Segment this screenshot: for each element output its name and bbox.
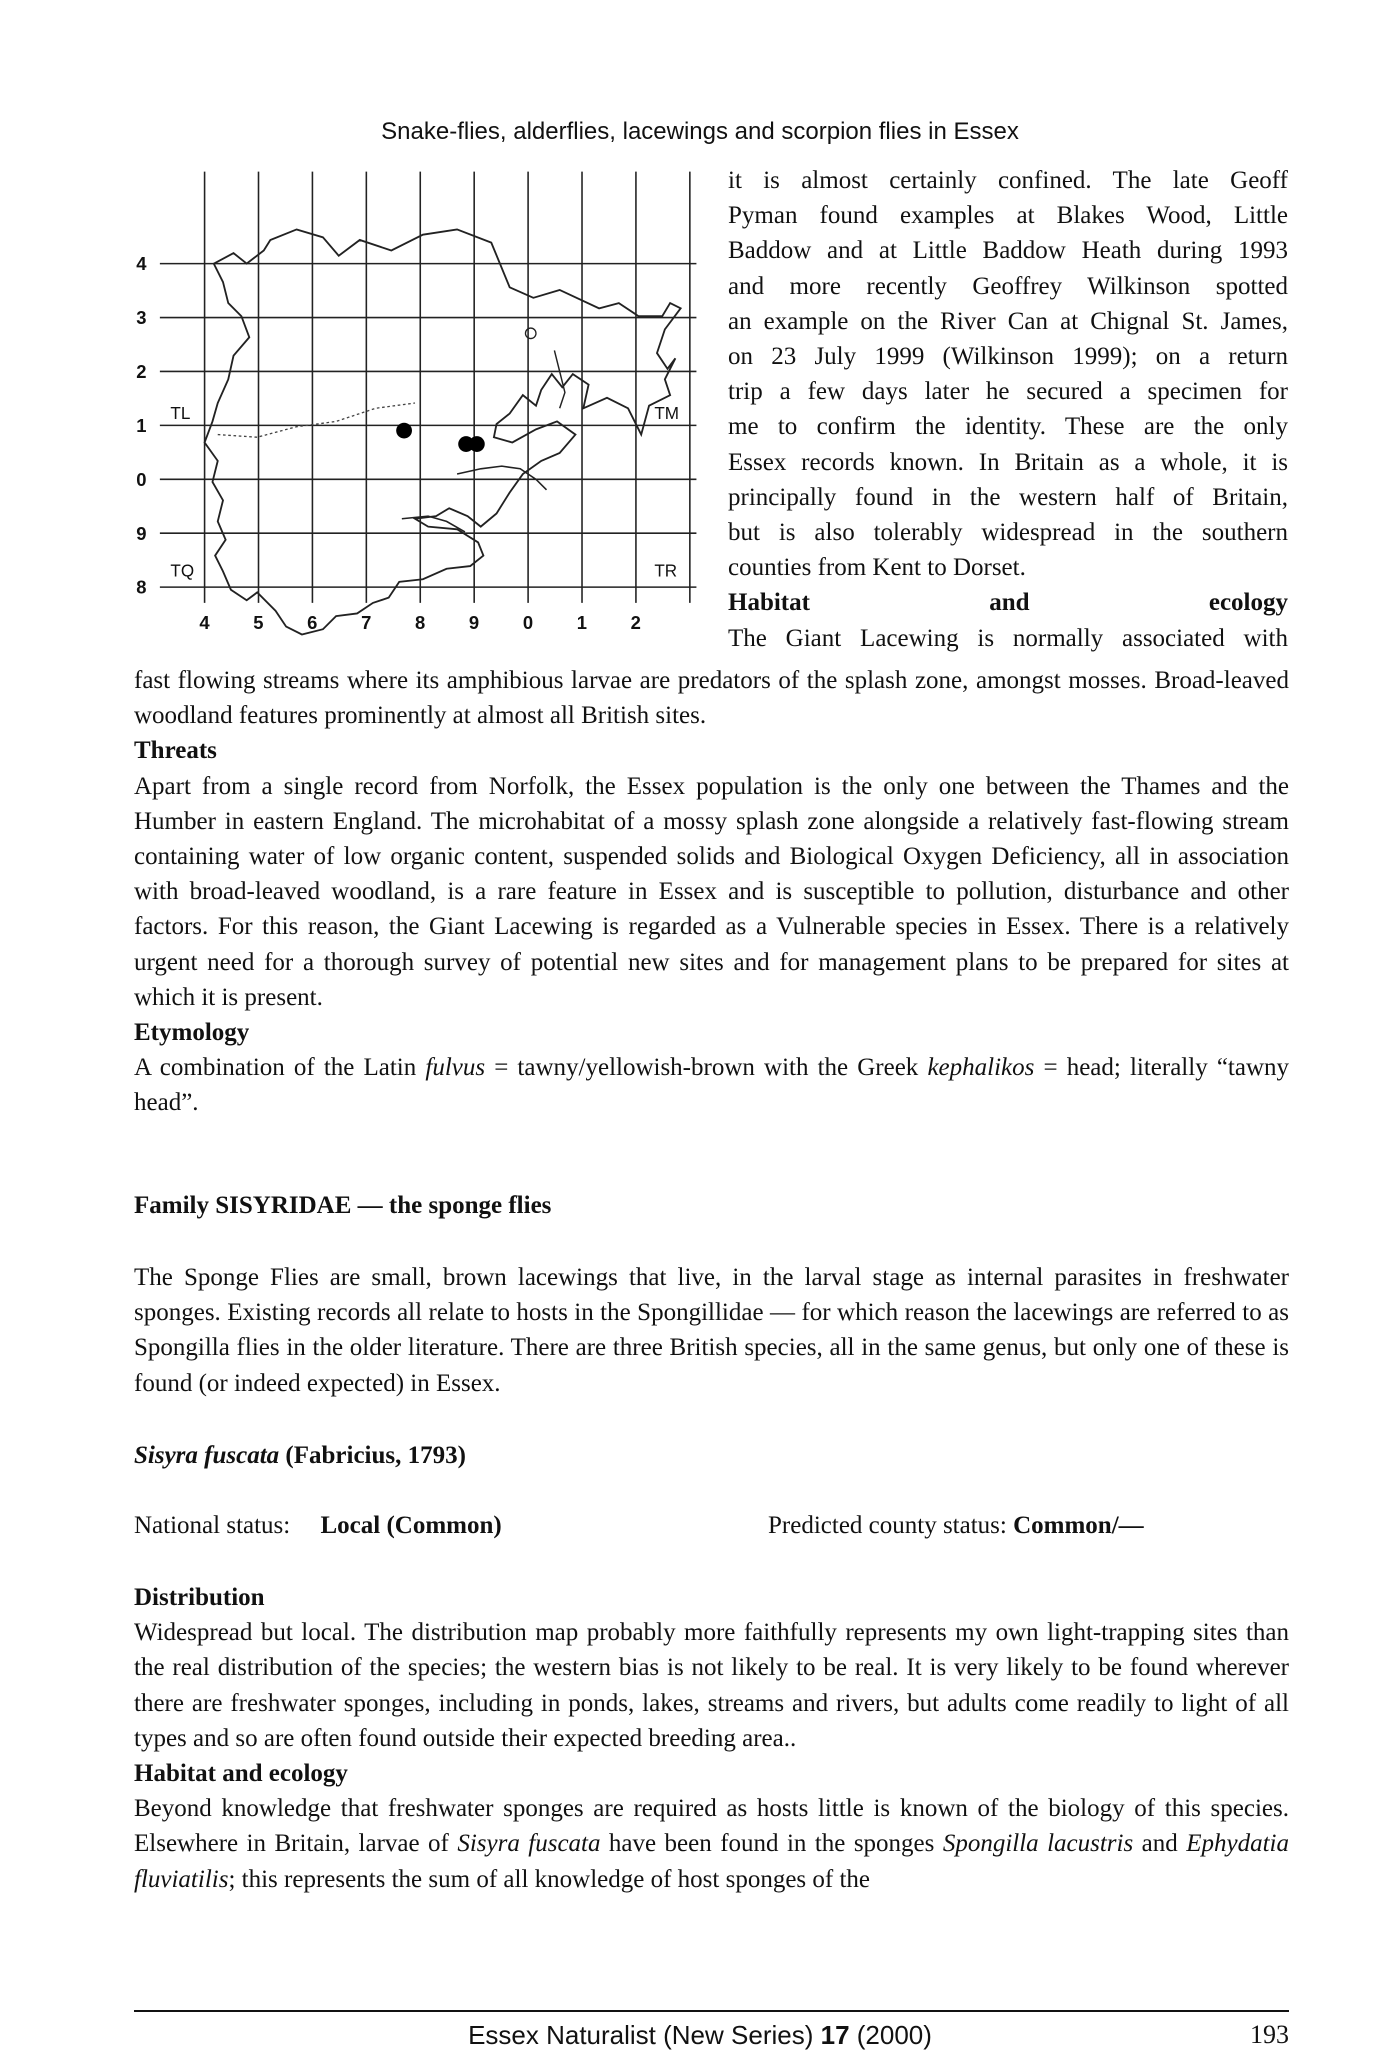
threats-heading: Threats bbox=[134, 737, 217, 765]
right-column-line: counties from Kent to Dorset. bbox=[728, 554, 1026, 582]
map-row-labels bbox=[136, 253, 147, 598]
footer-journal bbox=[0, 2020, 1400, 2051]
right-column-line: me to confirm the identity. These are the only bbox=[728, 413, 1288, 441]
map-col-label: 5 bbox=[253, 612, 264, 634]
etymology-part1: A combination of the Latin bbox=[134, 1054, 426, 1082]
main-block bbox=[134, 663, 1289, 1121]
national-status-label: National status: bbox=[134, 1512, 291, 1539]
footer-volume: 17 bbox=[820, 2020, 850, 2050]
habitat-heading: Habitat and ecology bbox=[728, 589, 1288, 617]
reservoir bbox=[525, 328, 536, 339]
footer-journal-name: Essex Naturalist (New Series) bbox=[468, 2020, 821, 2050]
habitat2-part4: ; this represents the sum of all knowledge of host sponges of the bbox=[228, 1865, 871, 1893]
map-grid bbox=[160, 172, 697, 603]
right-column bbox=[728, 163, 1288, 656]
map-col-label: 4 bbox=[199, 612, 210, 634]
habitat-first-line: The Giant Lacewing is normally associated with bbox=[728, 624, 1288, 652]
record-dot bbox=[469, 436, 485, 452]
right-column-line: and more recently Geoffrey Wilkinson spotted bbox=[728, 272, 1288, 300]
square-label-tq: TQ bbox=[170, 561, 195, 581]
map-col-label: 1 bbox=[576, 612, 588, 634]
blackwater-estuary bbox=[457, 466, 546, 490]
running-head: Snake-flies, alderflies, lacewings and scorpion flies in Essex bbox=[381, 118, 1019, 145]
right-column-line: but is also tolerably widespread in the southern bbox=[728, 519, 1288, 547]
etymology-term1: fulvus bbox=[425, 1054, 486, 1082]
right-column-line: Pyman found examples at Blakes Wood, Little bbox=[728, 202, 1288, 230]
habitat2-part1: Beyond knowledge that freshwater sponges are required as hosts little is known of the biology of this species. Elsewhere in Britain, larvae of bbox=[134, 1795, 1289, 1858]
national-status-value: Local (Common) bbox=[320, 1512, 502, 1539]
map-col-label: 7 bbox=[361, 612, 372, 634]
species-authority: (Fabricius, 1793) bbox=[285, 1442, 466, 1469]
right-column-line: Essex records known. In Britain as a whole, it is bbox=[728, 448, 1288, 476]
habitat-continuation: fast flowing streams where its amphibious larvae are predators of the splash zone, amongst mosses. Broad-leaved woodland features prominently at almost all British sites. bbox=[134, 667, 1289, 730]
map-row-label: 4 bbox=[136, 253, 147, 275]
etymology-part2: = tawny/yellowish-brown with the Greek bbox=[485, 1054, 928, 1082]
page-number: 193 bbox=[1250, 2020, 1289, 2049]
county-status-label: Predicted county status: bbox=[768, 1512, 1014, 1539]
habitat2-term3: Ephydatia fluviatilis bbox=[134, 1830, 1289, 1893]
family-text: The Sponge Flies are small, brown lacewings that live, in the larval stage as internal parasites in freshwater sponges. Existing records all relate to hosts in the Spongillidae — for which reason the lacewings are referred to as Spongilla flies in the older literature. There are three British species, all in the same genus, but only one of these is found (or indeed expected) in Essex. bbox=[134, 1264, 1289, 1397]
map-row-label: 0 bbox=[136, 468, 147, 490]
habitat2-text bbox=[134, 1791, 1289, 1897]
etymology-part3: = head; literally “tawny head”. bbox=[134, 1054, 1290, 1117]
map-col-label: 9 bbox=[468, 612, 480, 634]
habitat2-term1: Sisyra fuscata bbox=[457, 1830, 601, 1858]
right-column-line: trip a few days later he secured a specimen for bbox=[728, 378, 1288, 406]
map-col-label: 0 bbox=[522, 612, 534, 634]
map-col-label: 8 bbox=[415, 612, 426, 634]
map-row-label: 3 bbox=[136, 307, 147, 329]
habitat2-part3: and bbox=[1133, 1830, 1187, 1858]
river-trace bbox=[218, 403, 415, 437]
map-row-label: 9 bbox=[136, 522, 147, 544]
right-column-line: an example on the River Can at Chignal St. James, bbox=[728, 307, 1288, 335]
habitat2-heading: Habitat and ecology bbox=[134, 1760, 348, 1788]
etymology-text bbox=[134, 1050, 1289, 1120]
footer-year: (2000) bbox=[849, 2020, 932, 2050]
family-block bbox=[134, 1260, 1289, 1401]
habitat2-term2: Spongilla lacustris bbox=[942, 1830, 1134, 1858]
right-column-line: it is almost certainly confined. The late Geoff bbox=[728, 167, 1288, 194]
footer-rule bbox=[134, 2010, 1289, 2012]
map-col-labels bbox=[199, 612, 641, 633]
distribution-map-svg bbox=[125, 165, 705, 645]
right-column-paragraph bbox=[728, 163, 1288, 585]
square-label-tr: TR bbox=[654, 561, 678, 581]
family-heading: Family SISYRIDAE — the sponge flies bbox=[134, 1192, 552, 1219]
species-name: Sisyra fuscata bbox=[134, 1442, 280, 1469]
distribution-heading: Distribution bbox=[134, 1584, 265, 1611]
distribution-map bbox=[125, 165, 705, 645]
map-row-label: 1 bbox=[136, 414, 147, 436]
species-heading bbox=[134, 1442, 466, 1470]
record-dot bbox=[396, 423, 412, 439]
habitat2-part2: have been found in the sponges bbox=[600, 1830, 943, 1858]
county-status-value: Common/— bbox=[1013, 1512, 1144, 1539]
right-column-line: on 23 July 1999 (Wilkinson 1999); on a return bbox=[728, 343, 1288, 371]
right-column-line: principally found in the western half of Britain, bbox=[728, 483, 1288, 511]
threats-text: Apart from a single record from Norfolk, the Essex population is the only one between the Thames and the Humber in eastern England. The microhabitat of a mossy splash zone alongside a relatively fast-flowing stream containing water of low organic content, suspended solids and Biological Oxygen Deficiency, all in association with broad-leaved woodland, is a rare feature in Essex and is susceptible to pollution, disturbance and other factors. For this reason, the Giant Lacewing is regarded as a Vulnerable species in Essex. There is a relatively urgent need for a thorough survey of potential new sites and for management plans to be prepared for sites at which it is present. bbox=[134, 772, 1289, 1011]
etymology-heading: Etymology bbox=[134, 1019, 250, 1047]
county-status bbox=[768, 1512, 1144, 1540]
square-label-tm: TM bbox=[654, 403, 680, 423]
distribution-block bbox=[134, 1580, 1289, 1897]
square-label-tl: TL bbox=[170, 403, 191, 423]
right-column-line: Baddow and at Little Baddow Heath during 1993 bbox=[728, 237, 1288, 265]
distribution-text: Widespread but local. The distribution map probably more faithfully represents my own light-trapping sites than the real distribution of the species; the western bias is not likely to be real. It is very likely to be found wherever there are freshwater sponges, including in ponds, lakes, streams and rivers, but adults come readily to light of all types and so are often found outside their expected breeding area.. bbox=[134, 1619, 1289, 1752]
map-row-label: 2 bbox=[136, 361, 147, 383]
map-records bbox=[396, 423, 485, 452]
etymology-term2: kephalikos bbox=[927, 1054, 1035, 1082]
map-col-label: 2 bbox=[630, 612, 641, 634]
map-row-label: 8 bbox=[136, 576, 147, 598]
map-col-label: 6 bbox=[307, 612, 318, 634]
national-status bbox=[134, 1512, 502, 1540]
